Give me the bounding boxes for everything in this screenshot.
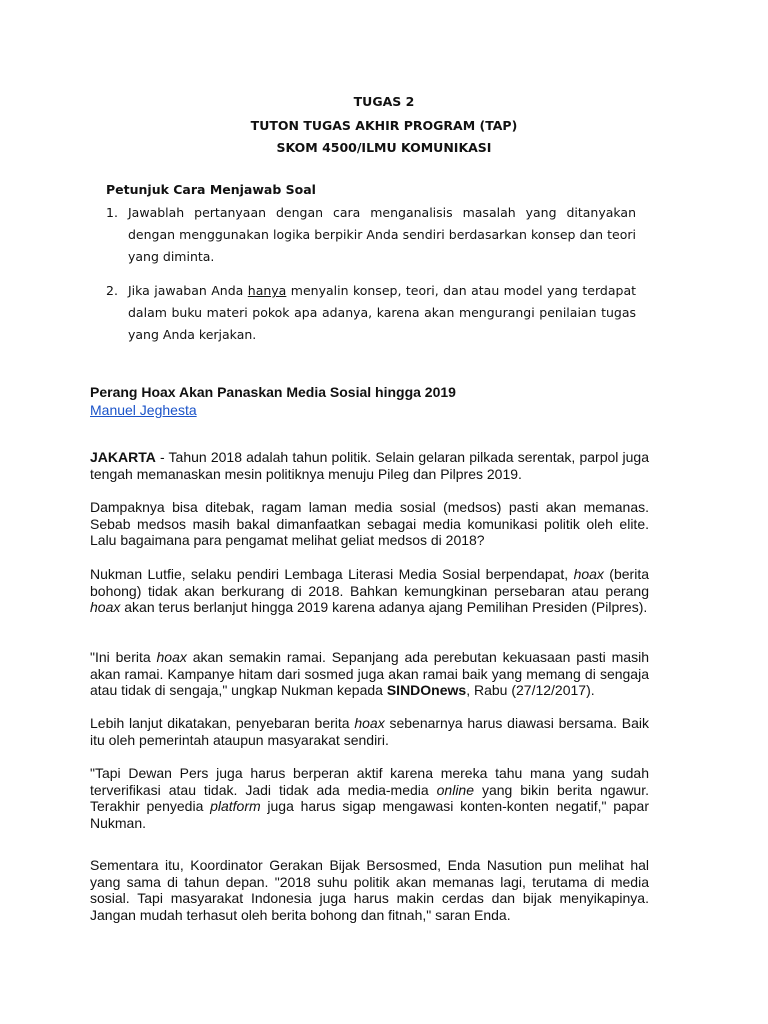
article-title: Perang Hoax Akan Panaskan Media Sosial hingga 2019 xyxy=(90,384,456,400)
paragraph-text: akan terus berlanjut hingga 2019 karena adanya ajang Pemilihan Presiden (Pilpres). xyxy=(120,599,648,615)
paragraph-text: - Tahun 2018 adalah tahun politik. Selain gelaran pilkada serentak, parpol juga tengah memanaskan mesin politiknya menuju Pileg dan Pilpres 2019. xyxy=(90,449,649,482)
italic-term: hoax xyxy=(573,566,604,582)
dateline: JAKARTA xyxy=(90,449,156,465)
source-name: SINDOnews xyxy=(386,682,467,698)
article-paragraph: Dampaknya bisa ditebak, ragam laman media sosial (medsos) pasti akan memanas. Sebab medsos masih bakal dimanfaatkan sebagai media komunikasi politik oleh elite. Lalu bagaimana para pengamat melihat geliat medsos di 2018? xyxy=(90,499,649,548)
article-paragraph: Sementara itu, Koordinator Gerakan Bijak Bersosmed, Enda Nasution pun melihat hal yang sama di tahun depan. "2018 suhu politik akan memanas lagi, terutama di media sosial. Tapi masyarakat Indonesia juga harus makin cerdas dan bijak menyikapinya. Jangan mudah terhasut oleh berita bohong dan fitnah," saran Enda. xyxy=(90,857,649,923)
instruction-text-part: Jika jawaban Anda xyxy=(128,283,248,298)
instructions-title: Petunjuk Cara Menjawab Soal xyxy=(106,182,316,197)
instruction-number: 1. xyxy=(106,205,118,220)
italic-term: platform xyxy=(210,798,261,814)
paragraph-text: , Rabu (27/12/2017). xyxy=(466,682,595,698)
instruction-number: 2. xyxy=(106,283,118,298)
instruction-text-part: menyalin konsep, teori, dan atau model yang terdapat dalam buku materi pokok apa adanya, karena akan mengurangi penilaian tugas yang Anda kerjakan. xyxy=(128,283,637,342)
doc-title: TUGAS 2 xyxy=(353,94,415,109)
paragraph-text: "Tapi Dewan Pers juga harus berperan aktif karena mereka tahu mana yang sudah terverifikasi atau tidak. Jadi tidak ada media-media xyxy=(90,765,649,798)
article-paragraph xyxy=(90,765,649,831)
paragraph-text: Lebih lanjut dikatakan, penyebaran berita xyxy=(90,715,355,731)
instruction-item xyxy=(106,280,636,346)
article-author-link[interactable]: Manuel Jeghesta xyxy=(90,402,197,418)
paragraph-text: (berita bohong) tidak akan berkurang di 2018. Bahkan kemungkinan persebaran atau perang xyxy=(90,566,649,599)
doc-subtitle: TUTON TUGAS AKHIR PROGRAM (TAP) xyxy=(250,118,518,133)
paragraph-text: akan semakin ramai. Sepanjang ada perebutan kekuasaan pasti masih akan ramai. Kampanye hitam dari sosmed juga akan ramai baik yang memang di sengaja atau tidak di sengaja," ungkap Nukman kepada xyxy=(90,649,649,698)
article-paragraph xyxy=(90,715,649,748)
italic-term: hoax xyxy=(354,715,385,731)
instruction-item xyxy=(106,202,636,268)
course-code: SKOM 4500/ILMU KOMUNIKASI xyxy=(276,140,492,155)
italic-term: hoax xyxy=(90,599,121,615)
italic-term: hoax xyxy=(156,649,187,665)
paragraph-text: sebenarnya harus diawasi bersama. Baik itu oleh pemerintah ataupun masyarakat sendiri. xyxy=(90,715,649,748)
paragraph-text: juga harus sigap mengawasi konten-konten negatif," papar Nukman. xyxy=(90,798,649,831)
underlined-word: hanya xyxy=(247,283,287,298)
article-paragraph xyxy=(90,566,649,616)
instruction-text: Jawablah pertanyaan dengan cara menganalisis masalah yang ditanyakan dengan menggunakan logika berpikir Anda sendiri berdasarkan konsep dan teori yang diminta. xyxy=(128,205,636,264)
instruction-text xyxy=(128,280,636,346)
paragraph-text: "Ini berita xyxy=(90,649,157,665)
italic-term: online xyxy=(436,781,475,798)
paragraph-text: Nukman Lutfie, selaku pendiri Lembaga Literasi Media Sosial berpendapat, xyxy=(90,566,574,582)
article-paragraph xyxy=(90,449,649,482)
article-paragraph xyxy=(90,649,649,699)
paragraph-text: yang bikin berita ngawur. Terakhir penyedia xyxy=(90,781,649,814)
